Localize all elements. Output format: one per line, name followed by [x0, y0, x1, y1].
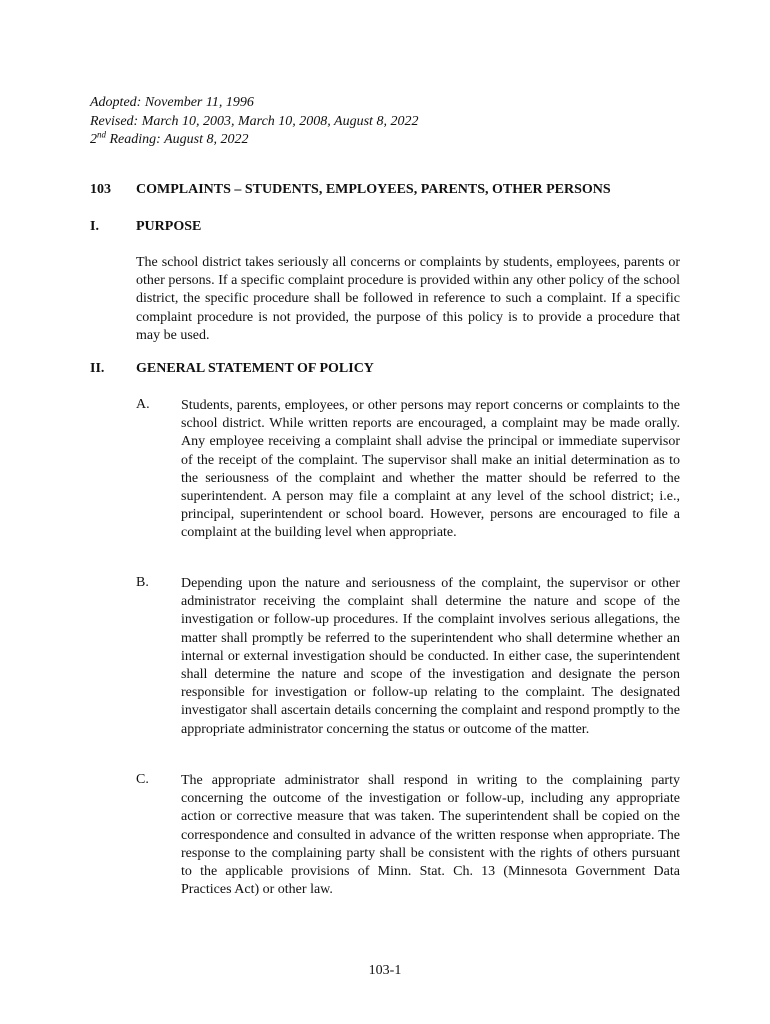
section-numeral: II. [90, 361, 105, 376]
page-number: 103-1 [368, 963, 402, 978]
item-label-c: C. [136, 772, 149, 787]
item-label-a: A. [136, 397, 150, 412]
second-reading-date: 2nd Reading: August 8, 2022 [90, 129, 249, 147]
item-a-paragraph: Students, parents, employees, or other persons may report concerns or complaints to the school district. While written reports are encouraged, a complaint may be made orally. Any employee receiving a complaint shall advise the principal or immediate supervisor of the receipt of the complaint. The supervisor shall make an initial determination as to the seriousness of the complaint and whether the matter should be referred to the superintendent. A person may file a complaint at any level of the school district; i.e., principal, superintendent or school board. However, persons are encouraged to file a complaint at the building level when appropriate. [181, 398, 680, 541]
section-title-purpose: PURPOSE [136, 219, 202, 234]
policy-history [90, 94, 418, 150]
adopted-date: Adopted: November 11, 1996 [90, 95, 254, 110]
item-c-paragraph: The appropriate administrator shall respond in writing to the complaining party concerning the outcome of the investigation or follow-up, including any appropriate action or corrective measure that was taken. The superintendent shall be copied on the correspondence and consulted in advance of the written response when appropriate. The response to the complaining party shall be consistent with the rights of others pursuant to the applicable provisions of Minn. Stat. Ch. 13 (Minnesota Government Data Practices Act) or other law. [181, 773, 680, 898]
policy-title: COMPLAINTS – STUDENTS, EMPLOYEES, PARENTS, OTHER PERSONS [136, 182, 611, 197]
policy-number: 103 [90, 182, 111, 197]
revised-dates: Revised: March 10, 2003, March 10, 2008, August 8, 2022 [90, 113, 419, 129]
purpose-paragraph: The school district takes seriously all concerns or complaints by students, employees, parents or other persons. If a specific complaint procedure is provided within any other policy of the school district, the specific procedure shall be followed in reference to such a complaint. If a specific complaint procedure is not provided, the purpose of this policy is to provide a procedure that may be used. [136, 255, 680, 343]
section-title-general-statement: GENERAL STATEMENT OF POLICY [136, 361, 374, 376]
item-b-paragraph: Depending upon the nature and seriousness of the complaint, the supervisor or other administrator receiving the complaint shall determine the nature and scope of the investigation or follow-up procedures. If the complaint involves serious allegations, the matter shall promptly be referred to the superintendent who shall determine whether an internal or external investigation should be conducted. In either case, the superintendent shall determine the nature and scope of the investigation and designate the person responsible for investigation or follow-up relating to the complaint. The designated investigator shall ascertain details concerning the complaint and respond promptly to the appropriate administrator concerning the status or outcome of the matter. [181, 576, 680, 737]
section-numeral: I. [90, 219, 99, 234]
item-label-b: B. [136, 575, 149, 590]
